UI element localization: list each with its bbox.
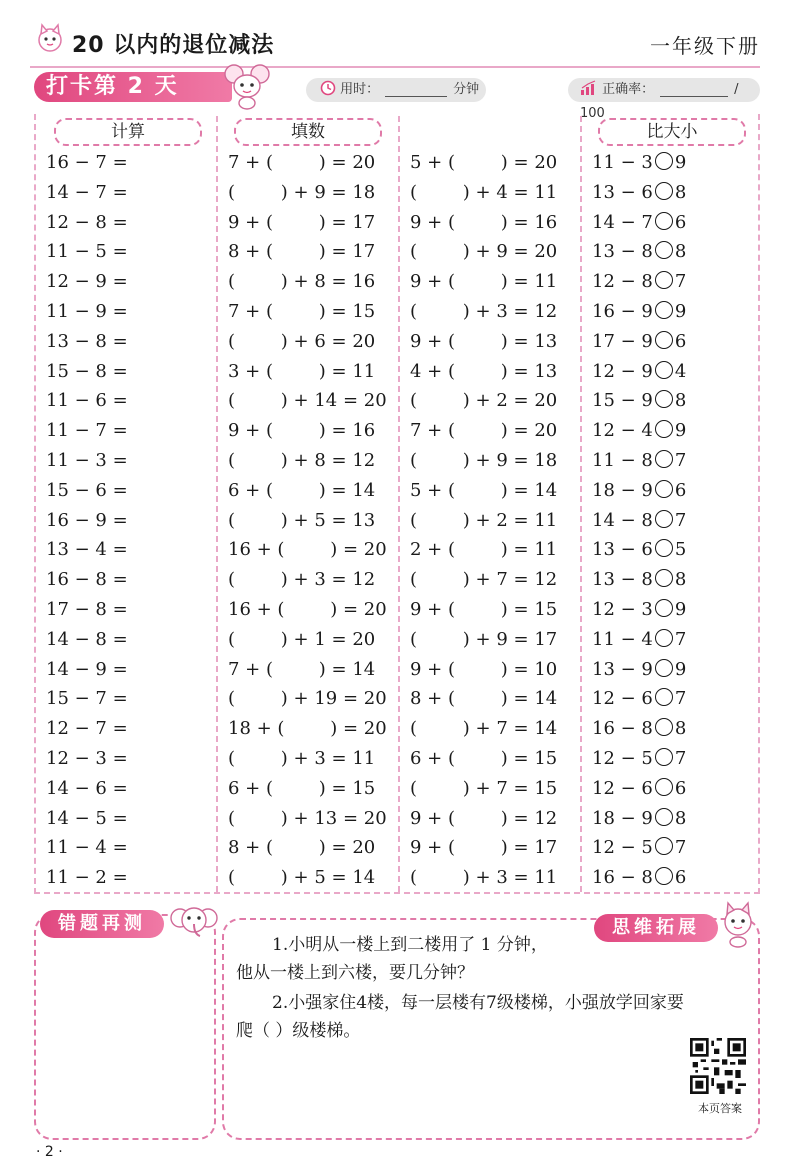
compare-right: 4 <box>674 360 687 382</box>
compare-problem <box>592 833 752 863</box>
accuracy-total: / 100 <box>580 82 739 121</box>
clock-icon <box>320 80 336 96</box>
compare-left: 11 − 8 <box>592 449 653 471</box>
fill-blank-problem[interactable]: 4 + ( ) = 13 <box>410 360 558 382</box>
fill-blank-problem[interactable]: 7 + ( ) = 20 <box>228 152 376 173</box>
calc-problem[interactable]: 11 − 2 = <box>46 867 128 889</box>
compare-left: 16 − 8 <box>592 718 653 740</box>
fill-blank-problem[interactable]: ( ) + 8 = 16 <box>228 271 376 293</box>
fill-blank-problem[interactable]: 2 + ( ) = 11 <box>410 539 558 561</box>
mouse-mascot-icon <box>224 62 270 110</box>
fill-blank-problem[interactable]: 8 + ( ) = 20 <box>228 837 376 859</box>
compare-problem <box>592 774 752 804</box>
compare-circle[interactable] <box>655 867 673 885</box>
bar-chart-icon <box>580 80 598 96</box>
question-2-line-2: 爬（ ）级楼梯。 <box>236 1021 361 1041</box>
worksheet-title: 20 以内的退位减法 <box>72 33 275 58</box>
calc-problem[interactable]: 13 − 8 = <box>46 330 128 352</box>
compare-problem <box>592 237 752 267</box>
fill-blank-problem[interactable]: 9 + ( ) = 10 <box>410 658 558 680</box>
accuracy-input[interactable] <box>660 82 728 97</box>
compare-left: 16 − 9 <box>592 300 653 322</box>
fill-blank-problem[interactable]: ( ) + 2 = 11 <box>410 509 558 531</box>
compare-problem <box>592 625 752 655</box>
fill-blank-problem[interactable]: ( ) + 3 = 11 <box>410 867 558 889</box>
compare-problem <box>592 684 752 714</box>
calc-problem[interactable]: 12 − 8 = <box>46 211 128 233</box>
compare-right: 7 <box>674 688 687 710</box>
fill-blank-problem[interactable]: 9 + ( ) = 13 <box>410 330 558 352</box>
compare-right: 9 <box>674 152 687 173</box>
fill-blank-problem[interactable]: ( ) + 13 = 20 <box>228 807 387 829</box>
retest-tag: 错题再测 <box>40 910 164 938</box>
compare-left: 13 − 9 <box>592 658 653 680</box>
compare-right: 8 <box>674 390 687 412</box>
grade-label: 一年级下册 <box>650 34 760 58</box>
fill-blank-problem[interactable]: ( ) + 6 = 20 <box>228 330 376 352</box>
fill-column-a <box>228 148 394 893</box>
cat-mascot-icon <box>716 900 760 948</box>
compare-left: 11 − 4 <box>592 628 653 650</box>
compare-left: 13 − 6 <box>592 181 653 203</box>
compare-circle[interactable] <box>655 837 673 855</box>
fill-blank-problem[interactable]: 6 + ( ) = 14 <box>228 479 376 501</box>
fill-blank-problem[interactable]: 7 + ( ) = 14 <box>228 658 376 680</box>
calc-problem[interactable]: 14 − 9 = <box>46 658 128 680</box>
compare-right: 7 <box>674 271 687 293</box>
compare-right: 8 <box>674 569 687 591</box>
fill-blank-problem[interactable]: ( ) + 9 = 18 <box>228 181 376 203</box>
compare-problem <box>592 535 752 565</box>
compare-left: 15 − 9 <box>592 390 653 412</box>
fill-blank-problem[interactable]: 18 + ( ) = 20 <box>228 718 387 740</box>
compare-circle[interactable] <box>655 241 673 259</box>
compare-left: 12 − 5 <box>592 837 653 859</box>
compare-left: 17 − 9 <box>592 330 653 352</box>
fill-blank-problem[interactable]: ( ) + 8 = 12 <box>228 449 376 471</box>
fill-blank-problem[interactable]: 8 + ( ) = 17 <box>228 241 376 263</box>
compare-problem <box>592 267 752 297</box>
compare-right: 6 <box>674 211 687 233</box>
calc-problem[interactable]: 14 − 7 = <box>46 181 128 203</box>
compare-left: 12 − 8 <box>592 271 653 293</box>
compare-problem <box>592 506 752 536</box>
calc-problem[interactable]: 16 − 9 = <box>46 509 128 531</box>
compare-problem <box>592 178 752 208</box>
fill-blank-problem[interactable]: ( ) + 3 = 12 <box>410 300 558 322</box>
time-label: 用时： <box>340 82 380 97</box>
compare-right: 7 <box>674 509 687 531</box>
calc-problem[interactable]: 11 − 9 = <box>46 300 128 322</box>
compare-circle[interactable] <box>655 659 673 677</box>
compare-circle[interactable] <box>655 301 673 319</box>
calc-problem[interactable]: 13 − 4 = <box>46 539 128 561</box>
compare-circle[interactable] <box>655 569 673 587</box>
compare-right: 9 <box>674 300 687 322</box>
compare-left: 14 − 8 <box>592 509 653 531</box>
compare-left: 12 − 3 <box>592 598 653 620</box>
compare-left: 12 − 6 <box>592 777 653 799</box>
accuracy-field <box>568 78 760 121</box>
qr-code-icon[interactable] <box>690 1038 746 1094</box>
calc-problem[interactable]: 11 − 4 = <box>46 837 128 859</box>
compare-problem <box>592 595 752 625</box>
fill-blank-problem[interactable]: ( ) + 9 = 20 <box>410 241 558 263</box>
compare-circle[interactable] <box>655 748 673 766</box>
fill-blank-problem[interactable]: 9 + ( ) = 12 <box>410 807 558 829</box>
question-2-line-1: 2.小强家住4楼，每一层楼有7级楼梯，小强放学回家要 <box>272 993 684 1013</box>
compare-circle[interactable] <box>655 361 673 379</box>
compare-problem <box>592 476 752 506</box>
accuracy-label: 正确率： <box>602 82 655 97</box>
fill-blank-problem[interactable]: ( ) + 5 = 14 <box>228 867 376 889</box>
fill-blank-problem[interactable]: ( ) + 1 = 20 <box>228 628 376 650</box>
fill-blank-problem[interactable]: 9 + ( ) = 17 <box>228 211 376 233</box>
compare-left: 13 − 8 <box>592 569 653 591</box>
compare-left: 18 − 9 <box>592 479 653 501</box>
fill-blank-problem[interactable]: ( ) + 9 = 18 <box>410 449 558 471</box>
compare-left: 16 − 8 <box>592 867 653 889</box>
compare-right: 8 <box>674 718 687 740</box>
compare-left: 11 − 3 <box>592 152 653 173</box>
compare-circle[interactable] <box>655 539 673 557</box>
compare-circle[interactable] <box>655 212 673 230</box>
calc-problem[interactable]: 12 − 7 = <box>46 718 128 740</box>
compare-problem <box>592 416 752 446</box>
compare-problem <box>592 327 752 357</box>
calc-problem[interactable]: 11 − 5 = <box>46 241 128 263</box>
fill-blank-problem[interactable]: 16 + ( ) = 20 <box>228 539 387 561</box>
compare-right: 7 <box>674 747 687 769</box>
fill-blank-problem[interactable]: ( ) + 3 = 11 <box>228 747 376 769</box>
fill-blank-problem[interactable]: ( ) + 7 = 15 <box>410 777 558 799</box>
compare-circle[interactable] <box>655 629 673 647</box>
fill-blank-problem[interactable]: 7 + ( ) = 20 <box>410 420 558 442</box>
column-divider <box>398 116 400 892</box>
compare-circle[interactable] <box>655 450 673 468</box>
time-field <box>306 78 486 102</box>
compare-right: 6 <box>674 479 687 501</box>
fill-blank-problem[interactable]: 6 + ( ) = 15 <box>228 777 376 799</box>
fill-blank-problem[interactable]: 5 + ( ) = 20 <box>410 152 558 173</box>
compare-left: 12 − 5 <box>592 747 653 769</box>
compare-right: 9 <box>674 420 687 442</box>
column-header-fill: 填数 <box>234 118 382 146</box>
compare-circle[interactable] <box>655 152 673 170</box>
compare-circle[interactable] <box>655 808 673 826</box>
compare-problem <box>592 208 752 238</box>
retest-box[interactable] <box>34 914 216 1140</box>
compare-circle[interactable] <box>655 480 673 498</box>
compare-circle[interactable] <box>655 390 673 408</box>
time-input[interactable] <box>385 82 447 97</box>
fill-blank-problem[interactable]: 9 + ( ) = 16 <box>410 211 558 233</box>
fill-blank-problem[interactable]: ( ) + 19 = 20 <box>228 688 387 710</box>
calc-problem[interactable]: 16 − 8 = <box>46 569 128 591</box>
calc-problem[interactable]: 11 − 7 = <box>46 420 128 442</box>
thinking-tag: 思维拓展 <box>594 914 718 942</box>
fill-blank-problem[interactable]: 16 + ( ) = 20 <box>228 598 387 620</box>
compare-right: 7 <box>674 449 687 471</box>
compare-right: 6 <box>674 777 687 799</box>
compare-circle[interactable] <box>655 718 673 736</box>
compare-circle[interactable] <box>655 331 673 349</box>
calc-problem[interactable]: 12 − 9 = <box>46 271 128 293</box>
compare-problem <box>592 565 752 595</box>
fill-blank-problem[interactable]: 9 + ( ) = 17 <box>410 837 558 859</box>
compare-right: 7 <box>674 628 687 650</box>
fill-blank-problem[interactable]: 9 + ( ) = 16 <box>228 420 376 442</box>
calc-problem[interactable]: 15 − 8 = <box>46 360 128 382</box>
compare-problem <box>592 744 752 774</box>
fill-blank-problem[interactable]: ( ) + 7 = 12 <box>410 569 558 591</box>
compare-left: 18 − 9 <box>592 807 653 829</box>
compare-problem <box>592 863 752 893</box>
column-header-calc: 计算 <box>54 118 202 146</box>
compare-problem <box>592 297 752 327</box>
calc-problem[interactable]: 11 − 6 = <box>46 390 128 412</box>
calc-problem[interactable]: 11 − 3 = <box>46 449 128 471</box>
calc-column <box>46 148 212 893</box>
column-header-compare: 比大小 <box>598 118 746 146</box>
compare-column <box>592 148 752 893</box>
compare-left: 13 − 8 <box>592 241 653 263</box>
compare-circle[interactable] <box>655 182 673 200</box>
calc-problem[interactable]: 14 − 8 = <box>46 628 128 650</box>
compare-problem <box>592 148 752 178</box>
compare-circle[interactable] <box>655 688 673 706</box>
compare-left: 13 − 6 <box>592 539 653 561</box>
compare-right: 6 <box>674 867 687 889</box>
compare-right: 8 <box>674 241 687 263</box>
compare-right: 8 <box>674 807 687 829</box>
fill-blank-problem[interactable]: 7 + ( ) = 15 <box>228 300 376 322</box>
calc-problem[interactable]: 12 − 3 = <box>46 747 128 769</box>
compare-left: 12 − 6 <box>592 688 653 710</box>
compare-problem <box>592 714 752 744</box>
column-divider <box>580 116 582 892</box>
time-unit: 分钟 <box>453 82 480 97</box>
question-1-line-2: 他从一楼上到六楼，要几分钟？ <box>236 963 474 983</box>
compare-right: 6 <box>674 330 687 352</box>
fill-blank-problem[interactable]: ( ) + 2 = 20 <box>410 390 558 412</box>
compare-problem <box>592 655 752 685</box>
fill-blank-problem[interactable]: 9 + ( ) = 11 <box>410 271 558 293</box>
fill-blank-problem[interactable]: ( ) + 4 = 11 <box>410 181 558 203</box>
calc-problem[interactable]: 16 − 7 = <box>46 152 128 173</box>
fill-blank-problem[interactable]: ( ) + 14 = 20 <box>228 390 387 412</box>
compare-circle[interactable] <box>655 778 673 796</box>
fill-blank-problem[interactable]: 8 + ( ) = 14 <box>410 688 558 710</box>
column-divider <box>216 116 218 892</box>
cat-mascot-icon <box>32 22 68 54</box>
calc-problem[interactable]: 14 − 5 = <box>46 807 128 829</box>
fill-blank-problem[interactable]: 9 + ( ) = 15 <box>410 598 558 620</box>
compare-left: 12 − 4 <box>592 420 653 442</box>
calc-problem[interactable]: 17 − 8 = <box>46 598 128 620</box>
compare-circle[interactable] <box>655 271 673 289</box>
fill-blank-problem[interactable]: ( ) + 5 = 13 <box>228 509 376 531</box>
answer-qr-label: 本页答案 <box>698 1102 742 1115</box>
compare-circle[interactable] <box>655 510 673 528</box>
compare-problem <box>592 446 752 476</box>
fill-blank-problem[interactable]: 3 + ( ) = 11 <box>228 360 376 382</box>
compare-right: 9 <box>674 598 687 620</box>
fill-blank-problem[interactable]: ( ) + 7 = 14 <box>410 718 558 740</box>
compare-right: 9 <box>674 658 687 680</box>
compare-circle[interactable] <box>655 420 673 438</box>
fill-column-b <box>410 148 576 893</box>
question-1-line-1: 1.小明从一楼上到二楼用了 1 分钟， <box>272 935 548 955</box>
compare-left: 14 − 7 <box>592 211 653 233</box>
calc-problem[interactable]: 15 − 6 = <box>46 479 128 501</box>
compare-right: 8 <box>674 181 687 203</box>
compare-left: 12 − 9 <box>592 360 653 382</box>
calc-problem[interactable]: 14 − 6 = <box>46 777 128 799</box>
compare-right: 5 <box>674 539 687 561</box>
elephant-mascot-icon <box>170 900 218 944</box>
compare-circle[interactable] <box>655 599 673 617</box>
fill-blank-problem[interactable]: ( ) + 3 = 12 <box>228 569 376 591</box>
fill-blank-problem[interactable]: 5 + ( ) = 14 <box>410 479 558 501</box>
fill-blank-problem[interactable]: 6 + ( ) = 15 <box>410 747 558 769</box>
compare-problem <box>592 386 752 416</box>
header-divider <box>30 66 760 68</box>
day-banner: 打卡第 2 天 <box>34 72 232 102</box>
page-number: · 2 · <box>36 1144 63 1160</box>
calc-problem[interactable]: 15 − 7 = <box>46 688 128 710</box>
compare-problem <box>592 804 752 834</box>
fill-blank-problem[interactable]: ( ) + 9 = 17 <box>410 628 558 650</box>
compare-right: 7 <box>674 837 687 859</box>
compare-problem <box>592 357 752 387</box>
